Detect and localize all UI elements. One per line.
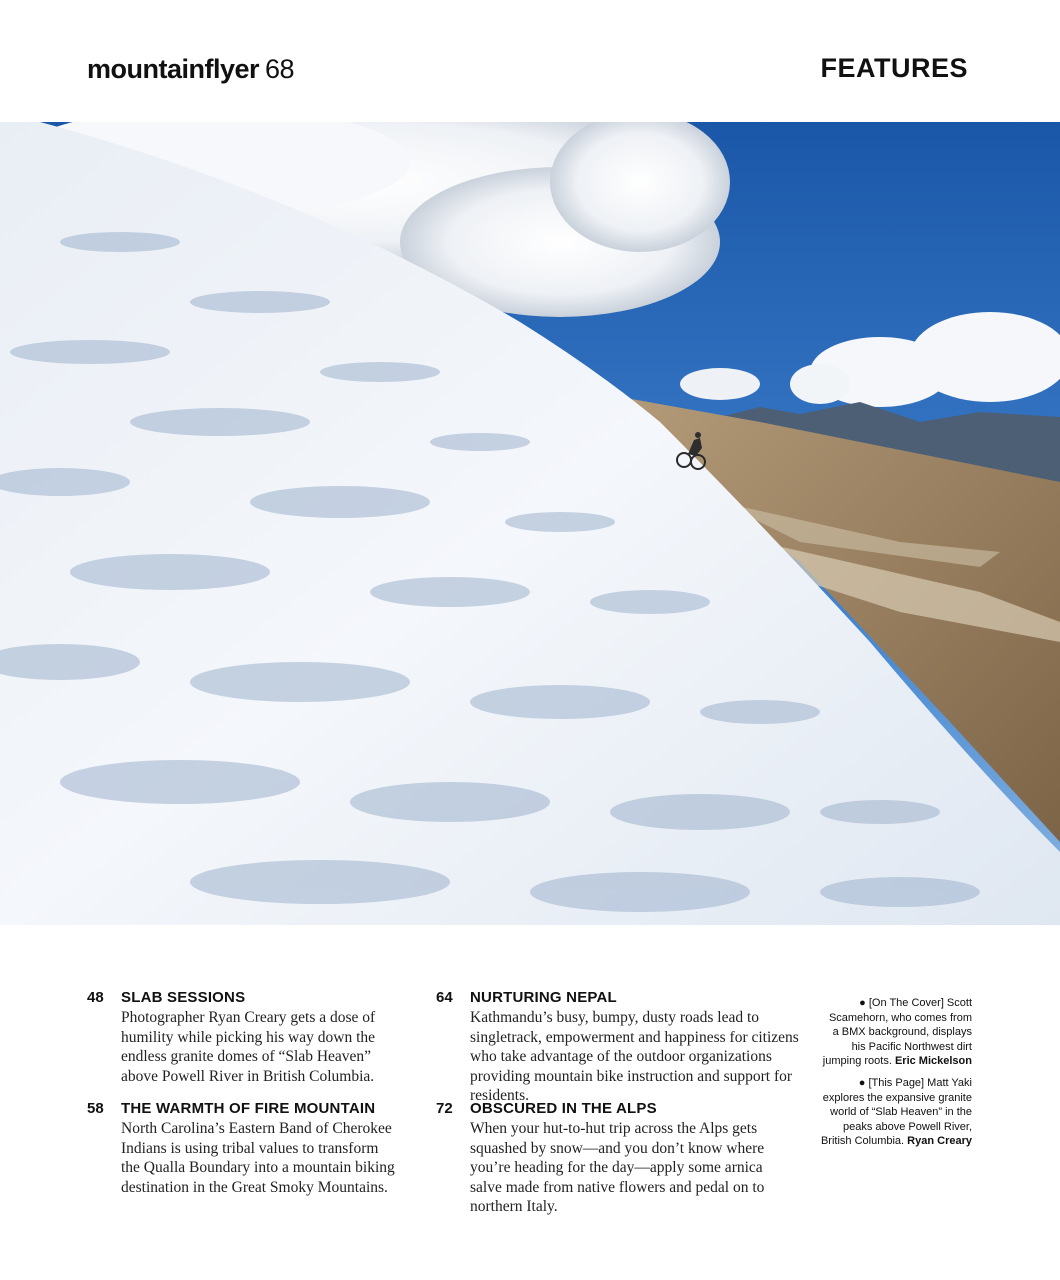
bullet-icon: ●: [858, 1076, 866, 1089]
caption-text: [This Page] Matt Yaki explores the expansive granite world of “Slab Heaven” in the peaks above Powell River, British Columbia.: [820, 1076, 972, 1148]
bullet-icon: ●: [859, 997, 866, 1009]
feature-page-number: 72: [436, 1100, 453, 1117]
feature-page-number: 58: [87, 1100, 104, 1117]
brand-name: mountainflyer: [87, 54, 260, 84]
magazine-brand: [87, 54, 294, 85]
photo-credit: Eric Mickelson: [894, 1055, 972, 1068]
cover-caption: [820, 996, 972, 1069]
feature-title: NURTURING NEPAL: [470, 989, 617, 1006]
page-header: [0, 0, 1060, 122]
feature-photo: [0, 122, 1060, 925]
section-title: FEATURES: [820, 53, 968, 83]
feature-page-number: 48: [87, 989, 104, 1006]
issue-number: 68: [265, 54, 295, 84]
feature-title: THE WARMTH OF FIRE MOUNTAIN: [121, 1100, 376, 1117]
feature-title: SLAB SESSIONS: [121, 989, 246, 1006]
feature-description: Photographer Ryan Creary gets a dose of humility while picking his way down the endless granite domes of “Slab Heaven” above Powell River in British Columbia.: [121, 1009, 376, 1085]
photo-credit: Ryan Creary: [907, 1135, 972, 1148]
this-page-caption: [820, 1076, 972, 1149]
photo-captions: [820, 996, 972, 1156]
snowfield-illustration: [0, 122, 1060, 925]
feature-description: Kathmandu’s busy, bumpy, dusty roads lead to singletrack, empowerment and happiness for citizens who take advantage of the outdoor organizations providing mountain bike instruction and support for residents.: [470, 1009, 799, 1104]
feature-description: North Carolina’s Eastern Band of Cherokee Indians is using tribal values to transform the Qualla Boundary into a mountain biking destination in the Great Smoky Mountains.: [121, 1120, 395, 1196]
feature-page-number: 64: [436, 989, 453, 1006]
caption-text: [On The Cover] Scott Scamehorn, who comes from a BMX background, displays his Pacific Northwest dirt jumping roots.: [822, 997, 972, 1068]
feature-description: When your hut-to-hut trip across the Alps gets squashed by snow—and you don’t know where you’re heading for the day—apply some arnica salve made from native flowers and pedal on to northern Italy.: [470, 1120, 765, 1215]
feature-title: OBSCURED IN THE ALPS: [470, 1100, 657, 1117]
